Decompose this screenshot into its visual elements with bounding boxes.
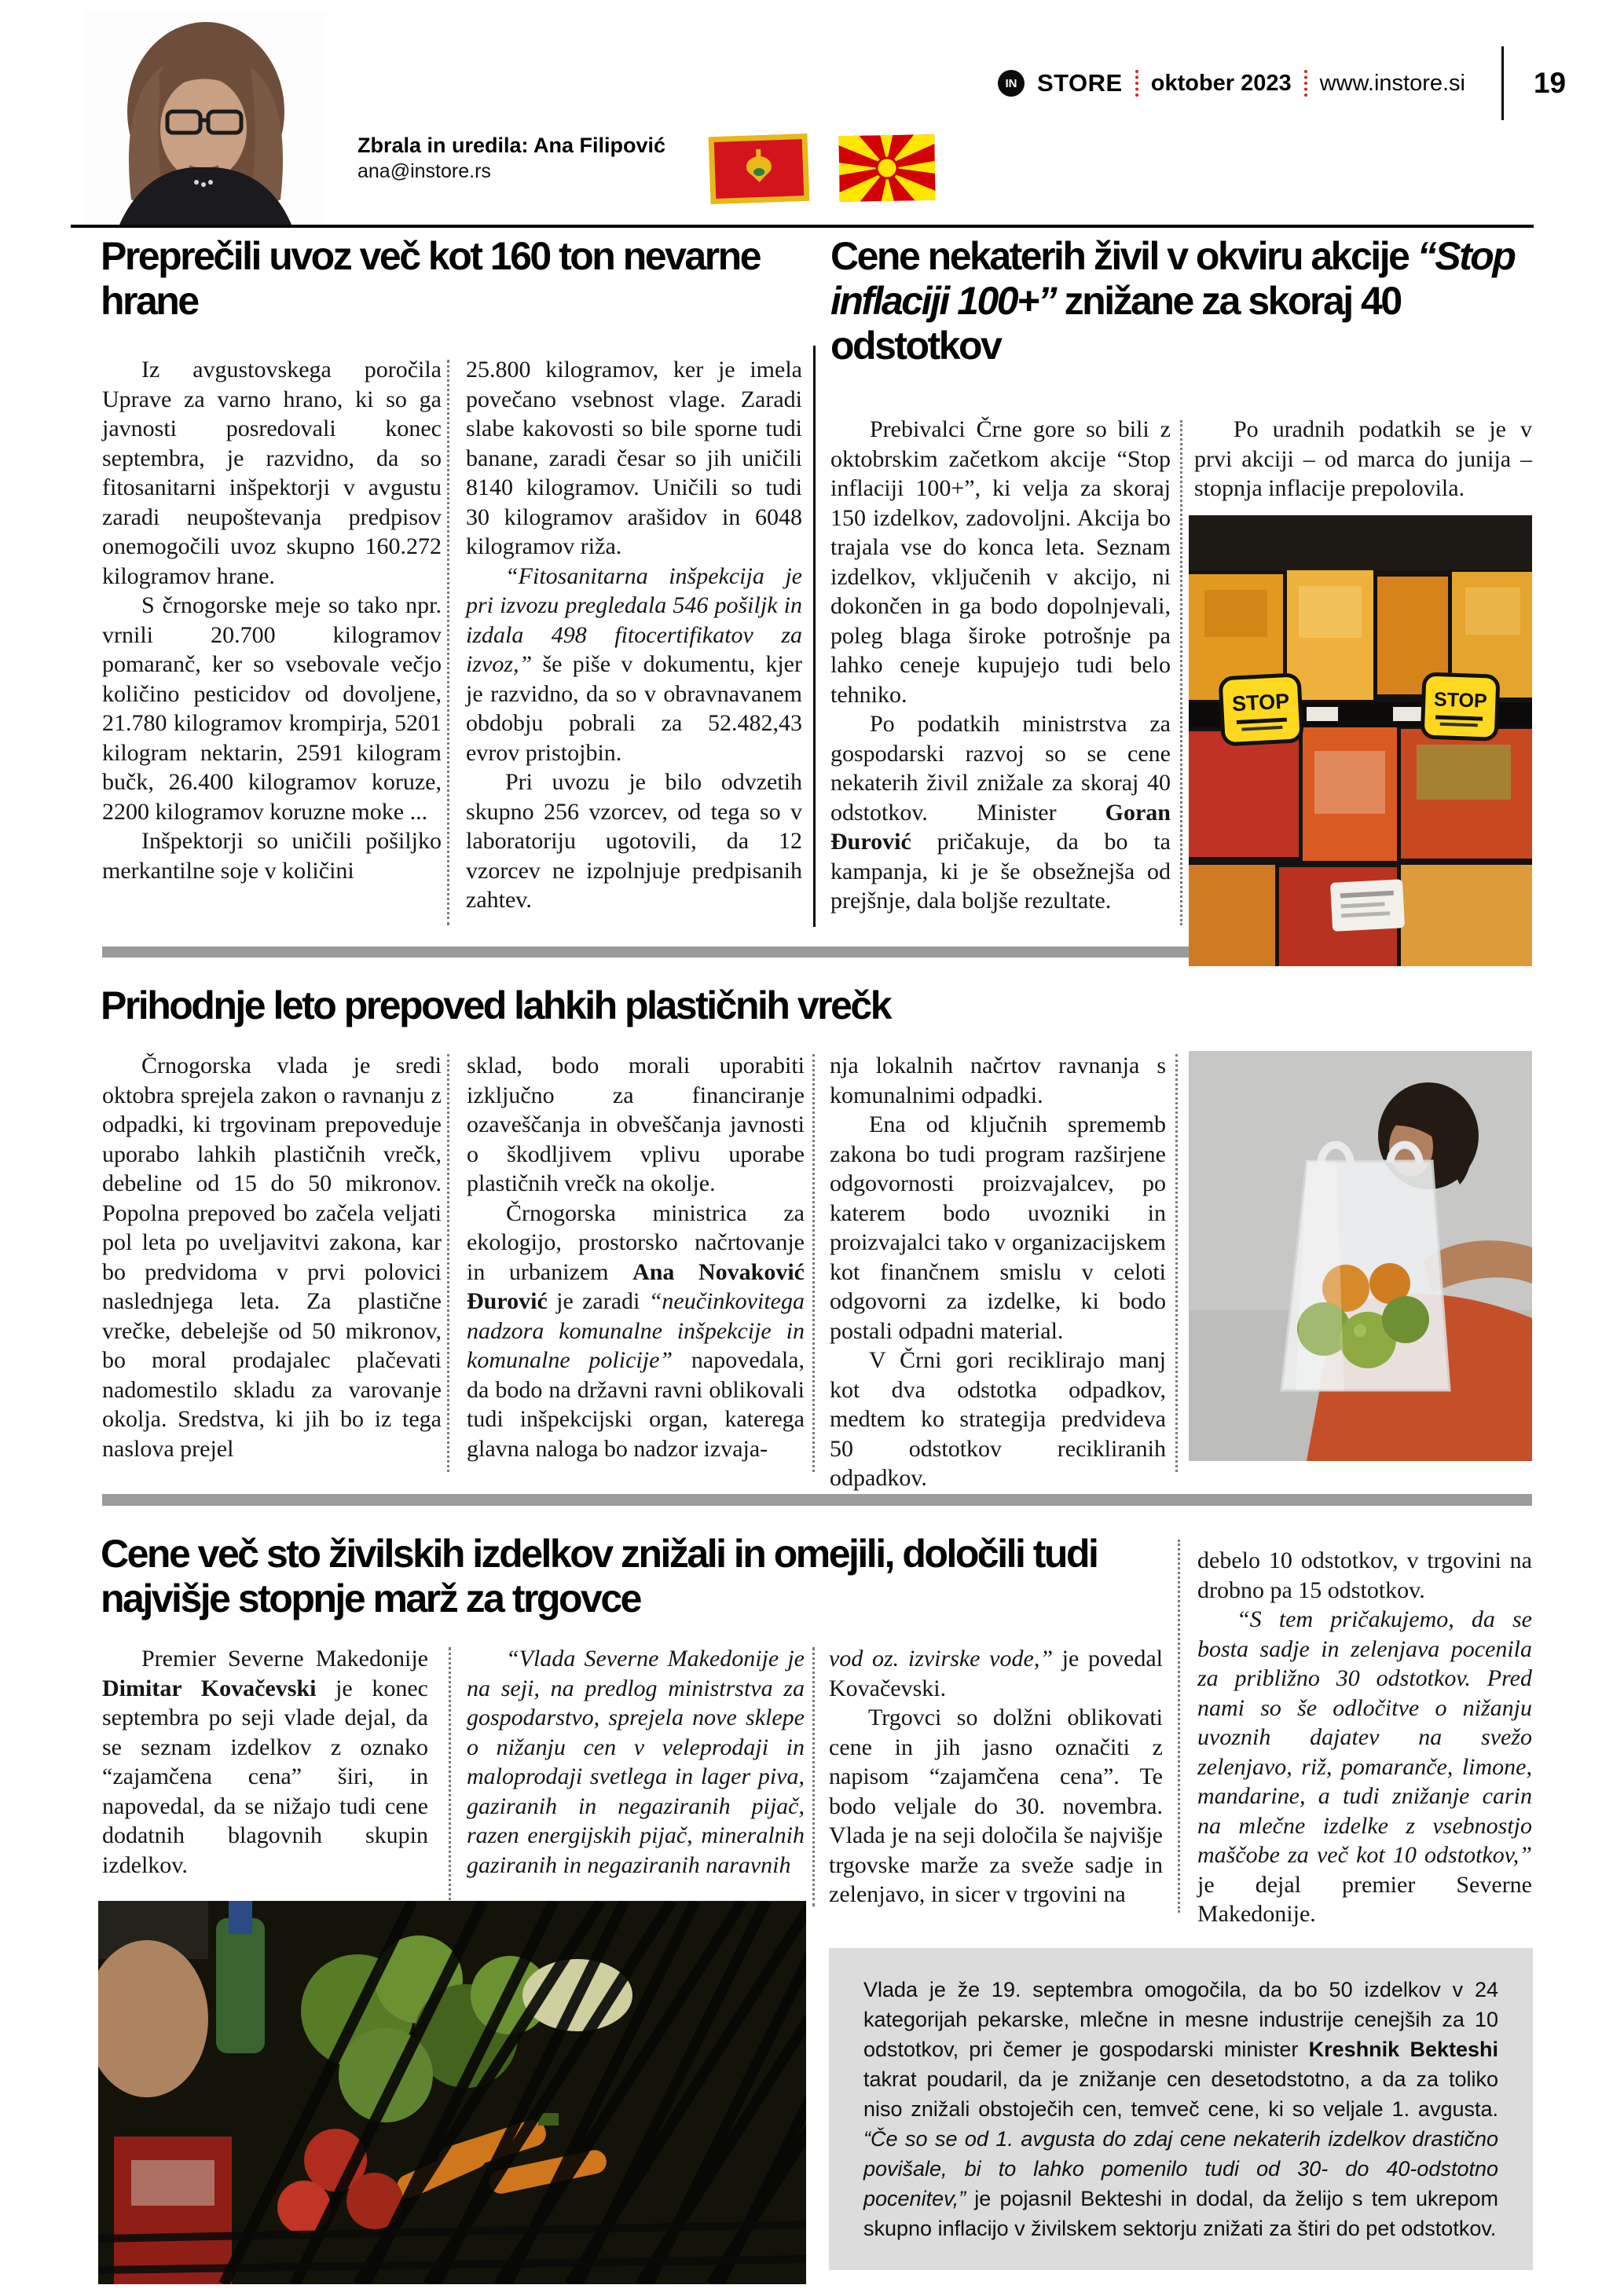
article3-title: Prihodnje leto prepoved lahkih plastičnih vrečk: [101, 983, 891, 1027]
masthead-dotted-separator: [1304, 70, 1307, 97]
article2-column-1: Prebivalci Črne gore so bili z oktobrskim začetkom akcije “Stop inflaciji 100+”, ki velja za skoraj 150 izdelkov, zadovoljni. Akcija bo trajala vse do konca leta. Seznam izdelkov, vključenih v akcijo, ni dokončen in ga bodo dopolnjevali, poleg blaga široke potrošnje pa lahko ceneje kupujejo tudi belo tehniko. Po podatkih ministrstva za gospodarski razvoj so se cene nekaterih živil znižale za skoraj 40 odstotkov. Minister Goran Đurović pričakuje, da bo ta kampanja, ki je še obsežnejša od prejšnje, dala boljše rezultate.: [830, 416, 1171, 914]
masthead-website: www.instore.si: [1319, 70, 1465, 96]
header-rule: [71, 225, 1534, 228]
shelf-products-illustration: [1189, 515, 1532, 966]
article1-title: Preprečili uvoz več kot 160 ton nevarne hrane: [101, 234, 760, 323]
page-number: 19: [1533, 67, 1567, 99]
article3-column-3: nja lokalnih načrtov ravnanja s komunalnimi odpadki. Ena od ključnih sprememb zakona bo tudi program razširjene odgovornosti proizvajalcev, po katerem bodo uvozniki in proizvajalci tako v organizacijskem kot finančnem smislu v celoti odgovorni za izdelke, ki bodo postali odpadni material. V Črni gori reciklirajo manj kot dva odstotka odpadkov, medtem ko strategija predvideva 50 odstotkov recikliranih odpadkov.: [830, 1053, 1166, 1491]
column-separator: [1175, 1054, 1178, 1472]
article1-column-2: 25.800 kilogramov, ker je imela povečano vsebnost vlage. Zaradi slabe kakovosti so bile sporne tudi banane, zaradi česar so jih uničili 8140 kilogramov. Uničili so tudi 30 kilogramov arašidov in 6048 kilogramov riža. “Fitosanitarna inšpekcija je pri izvozu pregledala 546 pošiljk in izdala 498 fitocertifikatov za izvoz,” še piše v dokumentu, kjer je razvidno, da so v obravnavanem obdobju pobrali za 52.482,43 evrov pristojbin. Pri uvozu je bilo odvzetih skupno 256 vzorcev, od tega so v laboratoriju ugotovili, da 12 vzorcev ne izpolnjuje predpisanih zahtev.: [466, 357, 802, 913]
article3-column-2: sklad, bodo morali uporabiti izključno za financiranje ozaveščanja in obveščanja javnosti o škodljivem vplivu uporabe plastičnih vrečk na okolje. Črnogorska ministrica za ekologijo, prostorsko načrtovanje in urbanizem Ana Novaković Đurović je zaradi “neučinkovitega nadzora komunalne inšpekcije in komunalne policije” napovedala, da bodo na državni ravni oblikovali tudi inšpekcijski organ, katerega glavna naloga bo nadzor izvaja-: [467, 1053, 805, 1462]
editor-byline: [357, 132, 665, 184]
column-separator: [1178, 1540, 1180, 1913]
masthead: [998, 46, 1566, 121]
article3-image: [1189, 1051, 1532, 1461]
editor-photo: [84, 11, 326, 225]
column-separator: [1180, 420, 1182, 925]
stop-badge: [1422, 674, 1498, 739]
highlight-box: Vlada je že 19. septembra omogočila, da bo 50 izdelkov v 24 kategorijah pekarske, mlečne in mesne industrije cenejših za 10 odstotkov, pri čemer je gospodarski minister Kreshnik Bekteshi takrat poudaril, da je znižanje cen desetodstotno, a da za toliko niso znižali obstoječih cen, temveč cene, ki so veljale 1. avgusta. “Če so se od 1. avgusta do zdaj cene nekaterih izdelkov drastično povišale, bi to lahko pomenilo tudi od 30- do 40-odstotno pocenitev,” je pojasnil Bekteshi in dodal, da želijo s tem ukrepom skupno inflacijo v živilskem sektorju znižati za štiri do pet odstotkov.: [829, 1948, 1533, 2270]
article-divider-line: [813, 346, 816, 927]
article4-column-1: Premier Severne Makedonije Dimitar Kovačevski je konec septembra po seji vlade dejal, da se seznam izdelkov z oznako “zajamčena cena” širi, in napovedal, da se nižajo tudi cene dodatnih blagovnih skupin izdelkov.: [102, 1646, 428, 1878]
stop-badge: [1220, 675, 1302, 745]
masthead-issue: oktober 2023: [1150, 70, 1292, 96]
plastic-bag-illustration: [1189, 1051, 1532, 1461]
section-divider-bar: [102, 1494, 1532, 1506]
article1-column-1: Iz avgustovskega poročila Uprave za varno hrano, ki so ga javnosti posredovali konec septembra, je razvidno, da so fitosanitarni inšpektorji v avgustu zaradi neupoštevanja predpisov onemogočili uvoz skupno 160.272 kilogramov hrane. S črnogorske meje so tako npr. vrnili 20.700 kilogramov pomaranč, ker so vsebovale večjo količino pesticidov od dovoljene, 21.780 kilogramov krompirja, 5201 kilogram nektarin, 2591 kilogram bučk, 26.400 kilogramov koruze, 2200 kilogramov koruzne moke ... Inšpektorji so uničili pošiljko merkantilne soje v količini: [102, 357, 442, 884]
masthead-divider: [1501, 46, 1504, 120]
flag-montenegro-icon: [709, 134, 810, 204]
article4-title: Cene več sto živilskih izdelkov znižali in omejili, določili tudi najvišje stopnje marž za trgovce: [101, 1532, 1098, 1620]
article4-column-3: vod oz. izvirske vode,” je povedal Kovačevski. Trgovci so dolžni oblikovati cene in jih jasno označiti z napisom “zajamčena cena”. Te bodo veljale do 30. novembra. Vlada je na seji določila še najvišje trgovske marže za sveže sadje in zelenjavo, in sicer v trgovini na: [829, 1646, 1163, 1907]
column-separator: [447, 360, 449, 925]
instore-logo-icon: IN: [998, 70, 1025, 97]
masthead-dotted-separator: [1135, 70, 1138, 97]
article4-column-2: “Vlada Severne Makedonije je na seji, na predlog ministrstva za gospodarstvo, sprejela nove sklepe o nižanju cen v veleprodaji in maloprodaji svetlega in lager piva, gaziranih in negaziranih pijač, razen energijskih pijač, mineralnih gaziranih in negaziranih naravnih: [467, 1646, 805, 1878]
column-separator: [447, 1054, 449, 1472]
article4-image: [98, 1901, 806, 2284]
editor-email: ana@instore.rs: [357, 160, 491, 182]
editor-portrait-illustration: [84, 11, 326, 225]
shopping-cart-produce-illustration: [98, 1901, 806, 2284]
flag-north-macedonia-icon: [838, 134, 935, 202]
editor-name: Zbrala in uredila: Ana Filipović: [357, 134, 666, 157]
article2-image: [1189, 515, 1532, 966]
article2-title: Cene nekaterih živil v okviru akcije “Stop inflaciji 100+” znižane za skoraj 40 odstotkov: [830, 234, 1515, 368]
article4-column-4: debelo 10 odstotkov, v trgovini na drobno pa 15 odstotkov. “S tem pričakujemo, da se bosta sadje in zelenjava pocenila za približno 30 odstotkov. Pred nami so še odločitve o nižanju uvoznih dajatev na svežo zelenjavo, riž, pomaranče, limone, mandarine, a tudi znižanje carin na mlečne izdelke z vsebnostjo maščobe za več kot 10 odstotkov,” je dejal premier Severne Makedonije.: [1197, 1547, 1532, 1927]
masthead-brand: STORE: [1037, 69, 1123, 97]
column-separator: [812, 1054, 815, 1472]
article2-column-2: Po uradnih podatkih se je v prvi akciji – od marca do junija – stopnja inflacije prepolovila.: [1194, 416, 1532, 501]
column-separator: [449, 1647, 451, 1906]
stop-badge-label: STOP: [1231, 689, 1290, 716]
stop-badge-label: STOP: [1433, 688, 1488, 712]
column-separator: [812, 1647, 815, 1906]
article3-column-1: Črnogorska vlada je sredi oktobra sprejela zakon o ravnanju z odpadki, ki trgovinam prepoveduje uporabo lahkih plastičnih vrečk, debeline od 15 do 50 mikronov. Popolna prepoved bo začela veljati pol leta po uveljavitvi zakona, kar bo predvidoma v prvi polovici naslednjega leta. Za plastične vrečke, debelejše od 50 mikronov, bo moral prodajalec plačevati nadomestilo skladu za varovanje okolja. Sredstva, ki jih bo iz tega naslova prejel: [102, 1053, 442, 1462]
